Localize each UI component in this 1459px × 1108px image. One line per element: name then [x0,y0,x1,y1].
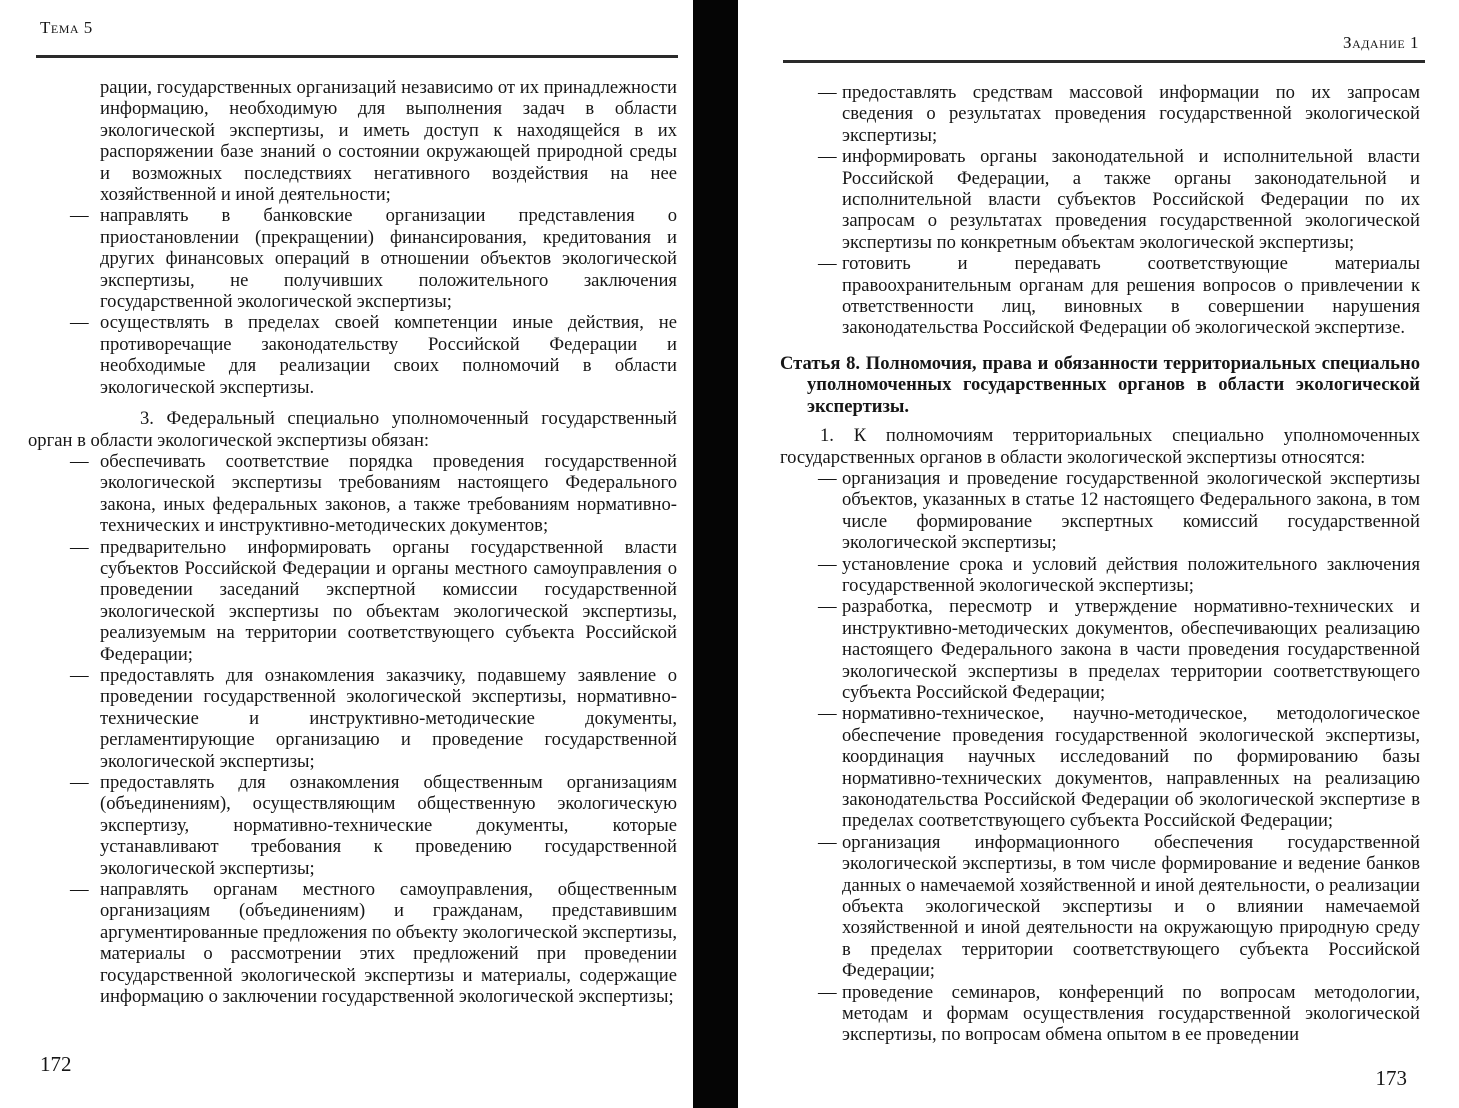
left-page [0,0,693,1108]
list-item [780,82,1420,146]
dash-bullet: — [818,146,837,168]
dash-bullet: — [70,879,89,901]
paragraph-1: 1. К полномочиям территориальных специально уполномоченных государственных органов в области экологической экспертизы относятся: [780,425,1420,468]
dash-bullet: — [818,553,837,575]
right-page-body [780,82,1420,1046]
dash-bullet: — [70,536,89,558]
list-item [70,536,677,665]
dash-bullet: — [818,253,837,275]
dash-bullet: — [70,450,89,472]
list-item [780,146,1420,253]
left-page-body [28,77,677,1008]
dash-bullet: — [70,205,89,227]
list-item [780,468,1420,554]
paragraph-3: 3. Федеральный специально уполномоченный государственный орган в области экологической экспертизы обязан: [28,408,677,451]
list-item [780,832,1420,982]
header-rule-left [36,55,678,58]
running-head-right: Задание 1 [1343,33,1419,52]
book-gutter-shadow [693,0,738,1108]
list-item-text: обеспечивать соответствие порядка проведения государственной экологической экспертизы требованиям настоящего Федерального закона, иных федеральных законов, а также требованиям нормативно-технических и инструктивно-методических документов; [100,450,677,537]
list-item-text: готовить и передавать соответствующие материалы правоохранительным органам для решения вопросов о привлечении к ответственности лиц, виновных в совершении нарушения законодательства Российской Федерации об экологической экспертизе. [842,253,1420,339]
list-item [780,554,1420,597]
list-item [780,596,1420,703]
list-item-text: организация и проведение государственной экологической экспертизы объектов, указанных в статье 12 настоящего Федерального закона, в том числе формирование экспертных комиссий государственной экологической экспертизы; [842,467,1420,554]
list-item [780,703,1420,831]
list-item [70,312,677,398]
list-item [70,450,677,537]
dash-bullet: — [818,703,837,725]
dash-bullet: — [818,596,837,618]
list-item-text: направлять в банковские организации представления о приостановлении (прекращении) финансирования, кредитования и других финансовых операций в отношении объектов экологической экспертизы, не получивших положительного заключения государственной экологической экспертизы; [100,205,677,313]
dash-bullet: — [70,312,89,334]
list-item [70,879,677,1008]
list-item-text: установление срока и условий действия положительного заключения государственной экологической экспертизы; [842,553,1420,596]
list-item-text: предоставлять для ознакомления общественным организациям (объединениям), осуществляющим общественную экологическую экспертизу, нормативно-технические документы, которые устанавливают требования к проведению государственной экологической экспертизы; [100,772,677,879]
article-heading: Статья 8. Полномочия, права и обязанности территориальных специально уполномоченных государственных органов в области экологической экспертизы. [780,352,1420,417]
list-item [70,772,677,879]
list-item [780,982,1420,1046]
dash-bullet: — [70,664,89,686]
running-head-left: Тема 5 [40,18,93,37]
right-page [738,0,1459,1108]
list-item-text: предоставлять средствам массовой информации по их запросам сведения о результатах проведения государственной экологической экспертизы; [842,82,1420,146]
list-item-text: направлять органам местного самоуправления, общественным организациям (объединениям) и гражданам, представившим аргументированные предложения по объекту экологической экспертизы, материалы о рассмотрении этих предложений при проведении государственной экологической экспертизы и материалы, содержащие информацию о заключении государственной экологической экспертизы; [100,879,677,1008]
page-number-right: 173 [1375,1066,1407,1090]
dash-bullet: — [818,467,837,489]
list-item-text: проведение семинаров, конференций по вопросам методологии, методам и формам осуществления государственной экологической экспертизы, по вопросам обмена опытом в ее проведении [842,981,1420,1046]
list-item-text: предварительно информировать органы государственной власти субъектов Российской Федерации и органы местного самоуправления о проведении заседаний экспертной комиссии государственной экологической экспертизы по объектам экологической экспертизы, реализуемым на территории соответствующего субъекта Российской Федерации; [100,536,677,665]
list-item-text: предоставлять для ознакомления заказчику, подавшему заявление о проведении государственной экологической экспертизы, нормативно-технические и инструктивно-методические документы, регламентирующие организацию и проведение государственной экологической экспертизы; [100,664,677,772]
dash-bullet: — [818,831,837,853]
page-number-left: 172 [40,1052,72,1076]
dash-bullet: — [818,981,837,1003]
list-item [70,664,677,772]
dash-bullet: — [818,82,837,103]
list-item [780,253,1420,339]
list-item-text: организация информационного обеспечения государственной экологической экспертизы, в том числе формирование и ведение банков данных о намечаемой хозяйственной и иной деятельности, о реализации объекта экологической экспертизы и о влиянии намечаемой хозяйственной и иной деятельности на окружающую природную среду в пределах территории соответствующего субъекта Российской Федерации; [842,831,1420,982]
header-rule-right [783,60,1425,63]
list-item-text: осуществлять в пределах своей компетенции иные действия, не противоречащие законодательству Российской Федерации и необходимые для реализации своих полномочий в области экологической экспертизы. [100,312,677,398]
continuation-text: рации, государственных организаций независимо от их принадлежности информацию, необходимую для выполнения задач в области экологической экспертизы, и иметь доступ к находящейся в их распоряжении базе знаний о состоянии окружающей природной среды и возможных последствиях негативного воздействия на нее хозяйственной и иной деятельности; [100,77,677,206]
list-item-text: информировать органы законодательной и исполнительной власти Российской Федерации, а также органы законодательной и исполнительной власти субъектов Российской Федерации по их запросам о результатах проведения государственной экологической экспертизы по конкретным объектам экологической экспертизы; [842,146,1420,253]
list-item-text: нормативно-техническое, научно-методическое, методологическое обеспечение проведения государственной экологической экспертизы, координация научных исследований по формированию базы нормативно-технических документов, направленных на реализацию законодательства Российской Федерации об экологической экспертизе в пределах соответствующего субъекта Российской Федерации; [842,703,1420,832]
dash-bullet: — [70,772,89,793]
list-item-text: разработка, пересмотр и утверждение нормативно-технических и инструктивно-методических документов, обеспечивающих реализацию настоящего Федерального закона в части проведения государственной экологической экспертизы в пределах территории соответствующего субъекта Российской Федерации; [842,596,1420,703]
list-item [70,205,677,313]
